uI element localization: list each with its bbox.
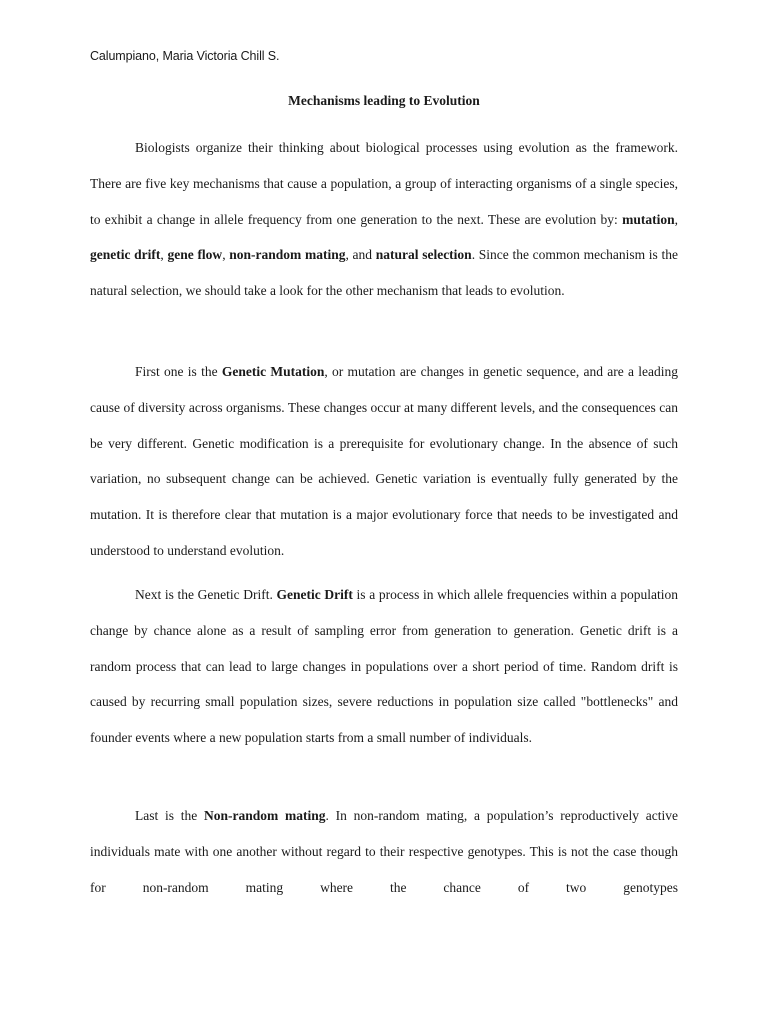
text-run: Biologists organize their thinking about biological processes using evolution as the framework. There are five key mechanisms that cause a population, a group of interacting organisms of a single species, to exhibit a change in allele frequency from one generation to the next. These are evolution by: [90,140,678,227]
bold-term-genetic-drift: genetic drift [90,247,161,263]
text-run: Next is the Genetic Drift. [135,587,277,602]
text-run: , and [345,247,376,263]
text-run: Last is the [135,808,205,823]
text-run: , [160,247,168,263]
text-run: is a process in which allele frequencies within a population change by chance alone as a result of sampling error from generation to generation. Genetic drift is a random process that can lead to large changes in populations over a short period of time. Random drift is caused by recurring small population sizes, severe reductions in population size called "bottlenecks" and founder events where a new population starts from a small number of individuals. [90,587,678,746]
text-run: , [222,247,230,263]
text-run: , [674,211,678,227]
bold-term-genetic-drift: Genetic Drift [276,587,353,602]
bold-term-non-random-mating: non-random mating [229,247,346,263]
text-run: First one is the [135,364,222,379]
text-run: . Since the common mechanism is the natural selection, we should take a look for the other mechanism that leads to evolution. [90,247,678,299]
text-run: . In non-random mating, a population’s reproductively active individuals mate with one another without regard to their respective genotypes. This is not the case though for non-random mating where the chance of two genotypes [90,808,678,895]
paragraph-non-random-mating [90,798,678,905]
bold-term-mutation: mutation [622,211,675,227]
document-title: Mechanisms leading to Evolution [288,93,480,108]
bold-term-non-random-mating: Non-random mating [204,808,326,823]
paragraph-genetic-drift [90,577,678,756]
paragraph-genetic-mutation [90,354,678,569]
text-run: , or mutation are changes in genetic sequence, and are a leading cause of diversity across organisms. These changes occur at many different levels, and the consequences can be very different. Genetic modification is a prerequisite for evolutionary change. In the absence of such variation, no subsequent change can be achieved. Genetic variation is eventually fully generated by the mutation. It is therefore clear that mutation is a major evolutionary force that needs to be investigated and understood to understand evolution. [90,364,679,558]
bold-term-gene-flow: gene flow [167,247,223,263]
paragraph-introduction [90,130,678,309]
author-name: Calumpiano, Maria Victoria Chill S. [90,49,280,63]
bold-term-genetic-mutation: Genetic Mutation [221,364,325,379]
bold-term-natural-selection: natural selection [375,247,472,263]
